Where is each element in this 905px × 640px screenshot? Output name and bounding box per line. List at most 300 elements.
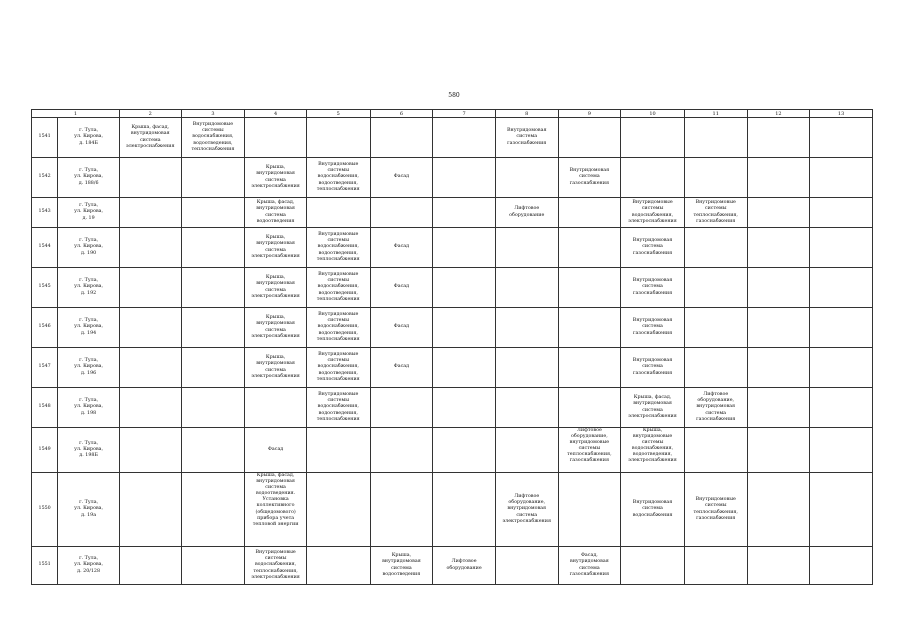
- work-line: система: [391, 565, 412, 571]
- work-cell-c9: [558, 348, 621, 388]
- work-line: водоснабжения,: [317, 174, 359, 180]
- work-cell-c12: [747, 547, 810, 585]
- address-cell: [58, 428, 120, 473]
- work-line: (общедомового): [255, 509, 296, 515]
- work-cell-c12: [747, 268, 810, 308]
- work-line: Крыша,: [265, 355, 286, 361]
- address-line: д. 19: [82, 215, 95, 221]
- work-line: электроснабжения: [251, 183, 300, 189]
- work-line: Внутридомовые: [255, 550, 296, 556]
- header-cell-6: 6: [370, 110, 433, 118]
- work-cell-c7: [433, 268, 496, 308]
- work-line: газоснабжения: [507, 140, 547, 146]
- work-line: Крыша,: [265, 235, 286, 241]
- work-cell-c12: [747, 308, 810, 348]
- work-line: оборудование,: [508, 500, 546, 506]
- work-cell-c5: [306, 547, 370, 585]
- row-number-cell: 1550: [32, 473, 58, 547]
- work-line: электроснабжения: [502, 518, 551, 524]
- work-cell-c2: [119, 268, 181, 308]
- address-line: ул. Кирова,: [74, 446, 104, 452]
- work-line: система: [265, 212, 286, 218]
- header-cell-1: 1: [32, 110, 120, 118]
- work-line: водоснабжения,: [317, 364, 359, 370]
- work-cell-c11: [684, 547, 747, 585]
- work-line: Крыша, фасад,: [633, 395, 672, 401]
- work-cell-c10: [621, 268, 685, 308]
- work-line: Внутридомовая: [632, 318, 673, 324]
- address-line: ул. Кирова,: [74, 324, 104, 330]
- work-cell-c7: [433, 308, 496, 348]
- work-line: теплоснабжения: [316, 376, 360, 382]
- address-cell: [58, 388, 120, 428]
- work-line: система: [265, 485, 286, 491]
- work-cell-c4: [245, 118, 307, 158]
- table-row: [32, 473, 873, 547]
- work-line: системы: [327, 398, 350, 404]
- work-line: водоотведения: [256, 218, 295, 224]
- row-number-cell: 1549: [32, 428, 58, 473]
- work-cell-c3: [181, 198, 245, 228]
- work-cell-c13: [810, 388, 873, 428]
- work-cell-c13: [810, 118, 873, 158]
- header-cell-13: 13: [810, 110, 873, 118]
- work-line: система: [642, 284, 663, 290]
- header-cell-2: 2: [119, 110, 181, 118]
- work-line: Фасад: [393, 174, 410, 180]
- work-line: внутридомовая: [256, 241, 295, 247]
- work-cell-c4: [245, 547, 307, 585]
- work-line: оборудование: [446, 565, 482, 571]
- address-line: ул. Кирова,: [74, 364, 104, 370]
- work-line: система: [139, 137, 161, 143]
- work-line: водоснабжения,: [254, 562, 297, 568]
- work-line: Внутридомовые: [695, 200, 736, 206]
- work-cell-c5: [306, 308, 370, 348]
- work-line: газоснабжения: [569, 458, 609, 464]
- work-cell-c5: [306, 473, 370, 547]
- work-cell-c8: [495, 268, 558, 308]
- work-cell-c4: [245, 473, 307, 547]
- work-line: Крыша,: [391, 553, 412, 559]
- work-cell-c6: [370, 158, 433, 198]
- work-line: водоснабжения,: [317, 404, 359, 410]
- work-cell-c5: [306, 348, 370, 388]
- work-cell-c3: [181, 388, 245, 428]
- header-cell-11: 11: [684, 110, 747, 118]
- work-line: системы: [704, 503, 727, 509]
- table-row: [32, 308, 873, 348]
- work-cell-c2: [119, 228, 181, 268]
- work-cell-c2: [119, 118, 181, 158]
- work-line: системы: [327, 358, 350, 364]
- work-cell-c12: [747, 348, 810, 388]
- work-cell-c11: [684, 473, 747, 547]
- work-cell-c2: [119, 473, 181, 547]
- work-cell-c2: [119, 547, 181, 585]
- work-cell-c3: [181, 228, 245, 268]
- work-line: газоснабжения: [696, 515, 736, 521]
- work-line: внутридомовые: [569, 440, 610, 446]
- address-line: д. 194: [81, 330, 97, 336]
- work-cell-c13: [810, 428, 873, 473]
- table-row: [32, 388, 873, 428]
- work-cell-c9: [558, 198, 621, 228]
- work-line: водоснабжения,: [192, 134, 234, 140]
- page-number: 580: [448, 92, 460, 99]
- work-line: системы: [327, 168, 350, 174]
- work-line: Фасад: [393, 364, 410, 370]
- address-line: д. 198: [81, 410, 97, 416]
- work-cell-c5: [306, 268, 370, 308]
- work-line: внутридомовая: [256, 171, 295, 177]
- work-cell-c7: [433, 473, 496, 547]
- work-cell-c3: [181, 158, 245, 198]
- work-cell-c6: [370, 473, 433, 547]
- work-line: внутридомовая: [382, 559, 421, 565]
- work-cell-c10: [621, 308, 685, 348]
- work-line: Крыша,: [265, 275, 286, 281]
- work-cell-c7: [433, 428, 496, 473]
- work-line: Внутридомовые: [318, 232, 359, 238]
- work-line: Крыша, фасад,: [256, 200, 295, 206]
- work-cell-c5: [306, 198, 370, 228]
- work-line: газоснабжения: [569, 180, 609, 186]
- work-cell-c11: [684, 268, 747, 308]
- work-line: внутридомовая: [696, 404, 736, 410]
- work-line: внутридомовая: [633, 401, 672, 407]
- work-line: Лифтовое: [703, 392, 729, 398]
- address-line: ул. Кирова,: [74, 244, 104, 250]
- work-line: коллективного: [256, 503, 295, 509]
- work-line: Внутридомовые: [318, 352, 359, 358]
- work-cell-c6: [370, 348, 433, 388]
- address-line: г. Тула,: [79, 556, 99, 562]
- address-cell: [58, 308, 120, 348]
- work-line: внутридомовая: [256, 281, 295, 287]
- row-number-cell: 1551: [32, 547, 58, 585]
- work-line: Фасад: [393, 244, 410, 250]
- work-line: внутридомовая: [570, 559, 609, 565]
- table-row: [32, 158, 873, 198]
- work-cell-c8: [495, 158, 558, 198]
- work-cell-c6: [370, 228, 433, 268]
- work-cell-c10: [621, 388, 685, 428]
- work-line: системы: [264, 556, 287, 562]
- work-line: оборудование: [509, 212, 545, 218]
- work-line: система: [265, 177, 286, 183]
- work-cell-c4: [245, 228, 307, 268]
- work-line: электроснабжения: [251, 574, 300, 580]
- row-number-cell: 1542: [32, 158, 58, 198]
- work-cell-c2: [119, 388, 181, 428]
- work-cell-c6: [370, 308, 433, 348]
- work-line: оборудование,: [571, 434, 608, 440]
- work-line: водоснабжения,: [631, 446, 674, 452]
- address-line: д. 198Б: [79, 453, 98, 459]
- work-line: водоотведения,: [632, 452, 673, 458]
- work-line: электроснабжения: [251, 253, 300, 259]
- row-number-cell: 1548: [32, 388, 58, 428]
- work-cell-c3: [181, 547, 245, 585]
- work-line: электроснабжения: [251, 333, 300, 339]
- work-line: Крыша, фасад,: [256, 473, 295, 478]
- work-cell-c11: [684, 118, 747, 158]
- work-cell-c8: [495, 428, 558, 473]
- work-line: система: [265, 327, 286, 333]
- address-line: ул. Кирова,: [74, 562, 104, 568]
- work-cell-c7: [433, 118, 496, 158]
- work-line: система: [642, 364, 663, 370]
- work-line: оборудование,: [697, 398, 735, 404]
- address-line: г. Тула,: [79, 128, 99, 134]
- work-line: теплоснабжения,: [693, 212, 738, 218]
- work-cell-c10: [621, 428, 685, 473]
- header-cell-9: 9: [558, 110, 621, 118]
- header-cell-7: 7: [433, 110, 496, 118]
- work-cell-c5: [306, 388, 370, 428]
- work-cell-c11: [684, 158, 747, 198]
- address-line: г. Тула,: [79, 358, 99, 364]
- work-line: водоотведения,: [318, 330, 358, 336]
- work-line: электроснабжения: [251, 373, 300, 379]
- work-line: Крыша, фасад,: [131, 125, 170, 131]
- work-cell-c6: [370, 428, 433, 473]
- address-line: д. 20/128: [77, 568, 101, 574]
- work-line: система: [265, 247, 286, 253]
- work-cell-c3: [181, 308, 245, 348]
- work-cell-c3: [181, 268, 245, 308]
- work-cell-c7: [433, 388, 496, 428]
- work-cell-c12: [747, 388, 810, 428]
- work-line: Фасад: [393, 284, 410, 290]
- work-cell-c9: [558, 547, 621, 585]
- work-cell-c7: [433, 228, 496, 268]
- work-line: электроснабжения: [628, 458, 677, 464]
- row-number-cell: 1543: [32, 198, 58, 228]
- work-cell-c3: [181, 428, 245, 473]
- work-cell-c6: [370, 388, 433, 428]
- work-cell-c2: [119, 428, 181, 473]
- work-cell-c8: [495, 228, 558, 268]
- work-cell-c3: [181, 473, 245, 547]
- work-cell-c13: [810, 268, 873, 308]
- address-cell: [58, 198, 120, 228]
- work-line: Лифтовое: [451, 559, 477, 565]
- work-cell-c4: [245, 428, 307, 473]
- work-cell-c8: [495, 547, 558, 585]
- work-line: теплоснабжения: [316, 186, 360, 192]
- work-cell-c7: [433, 547, 496, 585]
- table-row: [32, 228, 873, 268]
- table-row: [32, 348, 873, 388]
- work-cell-c12: [747, 428, 810, 473]
- work-cell-c5: [306, 228, 370, 268]
- work-line: водоснабжения,: [317, 284, 359, 290]
- work-cell-c8: [495, 348, 558, 388]
- address-cell: [58, 268, 120, 308]
- work-cell-c9: [558, 473, 621, 547]
- work-line: внутридомовая: [507, 506, 547, 512]
- work-line: Внутридомовая: [506, 128, 547, 134]
- work-cell-c6: [370, 268, 433, 308]
- table-row: [32, 268, 873, 308]
- work-cell-c13: [810, 308, 873, 348]
- work-cell-c12: [747, 228, 810, 268]
- work-cell-c12: [747, 158, 810, 198]
- work-cell-c10: [621, 547, 685, 585]
- work-line: Внутридомовая: [632, 238, 673, 244]
- work-line: Внутридомовые: [318, 312, 359, 318]
- work-cell-c2: [119, 198, 181, 228]
- work-cell-c4: [245, 158, 307, 198]
- header-cell-4: 4: [245, 110, 307, 118]
- work-cell-c13: [810, 158, 873, 198]
- work-cell-c6: [370, 118, 433, 158]
- work-line: Внутридомовые: [318, 272, 359, 278]
- work-line: газоснабжения: [569, 571, 609, 577]
- work-cell-c10: [621, 158, 685, 198]
- work-line: водоотведения,: [318, 410, 358, 416]
- work-line: электроснабжения: [628, 413, 677, 419]
- work-line: Крыша,: [265, 315, 286, 321]
- address-line: г. Тула,: [79, 440, 99, 446]
- work-line: внутридомовая: [256, 479, 295, 485]
- address-line: д. 19а: [81, 512, 97, 518]
- work-line: водоотведения,: [318, 370, 358, 376]
- work-line: Внутридомовые: [318, 162, 359, 168]
- work-cell-c8: [495, 473, 558, 547]
- header-cell-5: 5: [306, 110, 370, 118]
- work-cell-c7: [433, 348, 496, 388]
- work-cell-c13: [810, 547, 873, 585]
- work-cell-c12: [747, 473, 810, 547]
- row-number-cell: 1545: [32, 268, 58, 308]
- work-cell-c10: [621, 198, 685, 228]
- work-line: теплоснабжения: [316, 416, 360, 422]
- work-line: тепловой энергии: [252, 521, 299, 527]
- work-line: системы: [641, 440, 664, 446]
- work-line: Лифтовое: [514, 206, 540, 212]
- work-cell-c2: [119, 308, 181, 348]
- work-cell-c10: [621, 473, 685, 547]
- work-line: газоснабжения: [632, 370, 673, 376]
- work-line: газоснабжения: [696, 416, 736, 422]
- work-line: системы: [641, 206, 664, 212]
- work-line: газоснабжения: [632, 250, 673, 256]
- header-cell-8: 8: [495, 110, 558, 118]
- work-line: система: [642, 506, 663, 512]
- work-line: Фасад,: [580, 553, 598, 559]
- work-line: система: [516, 134, 538, 140]
- work-line: система: [579, 174, 600, 180]
- address-line: г. Тула,: [79, 500, 99, 506]
- work-cell-c13: [810, 473, 873, 547]
- address-line: ул. Кирова,: [74, 134, 104, 140]
- address-line: ул. Кирова,: [74, 404, 104, 410]
- row-number-cell: 1546: [32, 308, 58, 348]
- address-line: г. Тула,: [79, 203, 99, 209]
- address-line: д. 196: [81, 370, 97, 376]
- work-line: системы: [704, 206, 727, 212]
- work-cell-c4: [245, 268, 307, 308]
- work-cell-c7: [433, 158, 496, 198]
- work-cell-c10: [621, 348, 685, 388]
- address-cell: [58, 158, 120, 198]
- address-line: ул. Кирова,: [74, 284, 104, 290]
- work-line: теплоснабжения: [316, 256, 360, 262]
- work-line: электроснабжения: [251, 293, 300, 299]
- work-line: водоотведения,: [318, 250, 358, 256]
- work-line: водоснабжения: [632, 512, 673, 518]
- row-number-cell: 1547: [32, 348, 58, 388]
- work-line: внутридомовые: [632, 434, 673, 440]
- work-line: водоснабжения,: [631, 212, 674, 218]
- work-line: водоотведения,: [318, 290, 358, 296]
- work-line: системы: [578, 446, 601, 452]
- work-line: прибора учета: [257, 515, 295, 521]
- address-cell: [58, 473, 120, 547]
- work-cell-c11: [684, 308, 747, 348]
- work-line: электроснабжения: [628, 218, 677, 224]
- repair-schedule-table: [31, 109, 873, 585]
- address-line: г. Тула,: [79, 398, 99, 404]
- address-line: д. 184Б: [79, 140, 98, 146]
- work-cell-c9: [558, 158, 621, 198]
- column-number-row: [32, 110, 873, 118]
- work-cell-c9: [558, 388, 621, 428]
- work-cell-c8: [495, 308, 558, 348]
- table-row: [32, 118, 873, 158]
- work-line: система: [642, 324, 663, 330]
- header-cell-3: 3: [181, 110, 245, 118]
- work-cell-c12: [747, 198, 810, 228]
- work-line: Лифтовое: [514, 494, 540, 500]
- work-cell-c10: [621, 118, 685, 158]
- work-line: система: [265, 367, 286, 373]
- work-cell-c9: [558, 268, 621, 308]
- work-line: водоотведения.: [255, 491, 296, 497]
- address-cell: [58, 228, 120, 268]
- work-line: внутридомовая: [256, 206, 295, 212]
- work-line: Крыша,: [642, 428, 663, 433]
- address-line: г. Тула,: [79, 318, 99, 324]
- work-cell-c8: [495, 118, 558, 158]
- row-number-cell: 1541: [32, 118, 58, 158]
- row-number-cell: 1544: [32, 228, 58, 268]
- work-line: Внутридомовая: [569, 168, 610, 174]
- work-cell-c4: [245, 308, 307, 348]
- work-cell-c13: [810, 198, 873, 228]
- work-cell-c11: [684, 228, 747, 268]
- work-line: Установка: [262, 497, 289, 503]
- work-line: системы: [202, 128, 224, 134]
- work-line: Крыша,: [265, 165, 286, 171]
- address-line: г. Тула,: [79, 278, 99, 284]
- work-line: Внутридомовые: [318, 392, 359, 398]
- work-cell-c8: [495, 388, 558, 428]
- work-line: водоотведения,: [193, 140, 233, 146]
- work-line: теплоснабжения: [191, 146, 235, 152]
- work-cell-c4: [245, 348, 307, 388]
- work-line: теплоснабжения: [316, 336, 360, 342]
- work-line: Внутридомовая: [632, 358, 673, 364]
- work-cell-c13: [810, 348, 873, 388]
- work-line: Лифтовое: [576, 428, 602, 433]
- work-cell-c8: [495, 198, 558, 228]
- work-line: газоснабжения: [696, 218, 736, 224]
- work-cell-c9: [558, 118, 621, 158]
